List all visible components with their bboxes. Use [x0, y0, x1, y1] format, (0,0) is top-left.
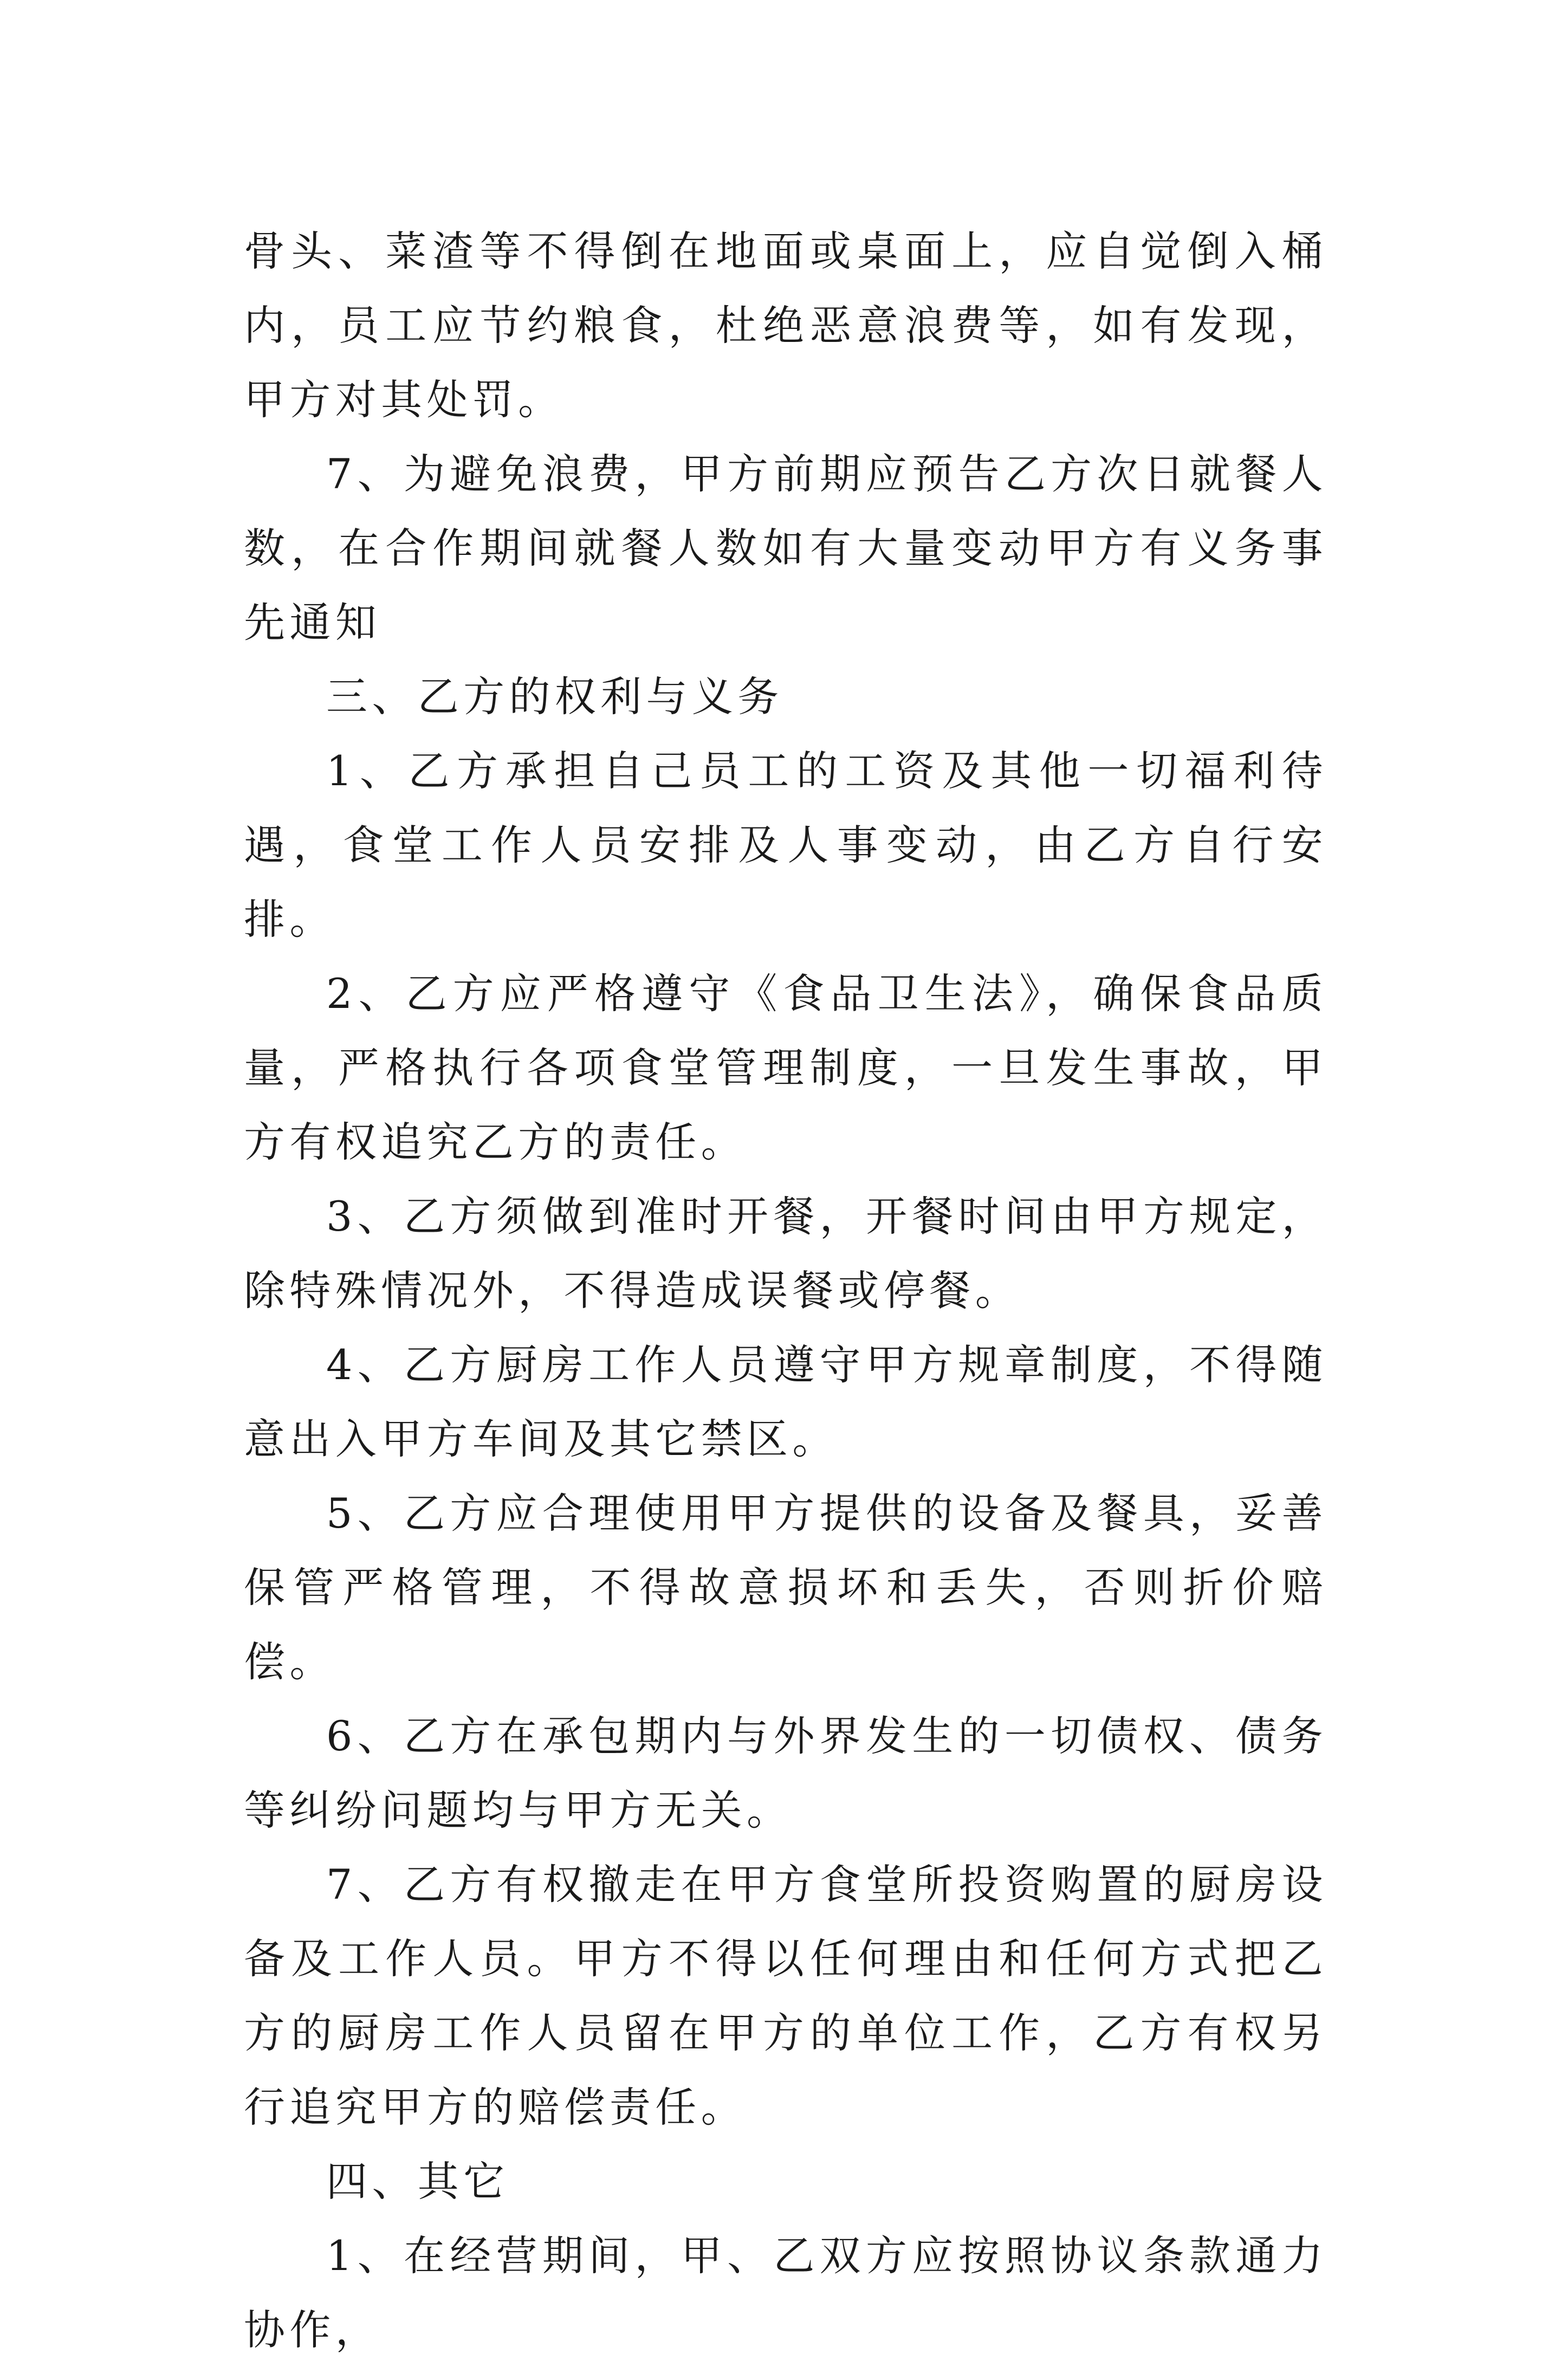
paragraph-party-b-item-2: [244, 956, 1327, 1179]
paragraph-text: 3、乙方须做到准时开餐，开餐时间由甲方规定，除特殊情况外，不得造成误餐或停餐。: [244, 1192, 1327, 1315]
paragraph-text: 骨头、菜渣等不得倒在地面或桌面上，应自觉倒入桶内，员工应节约粮食，杜绝恶意浪费等，如有发现，甲方对其处罚。: [244, 227, 1327, 424]
section-heading-4: [244, 2144, 1327, 2219]
paragraph-text: 1、乙方承担自己员工的工资及其他一切福利待遇，食堂工作人员安排及人事变动，由乙方自行安排。: [244, 747, 1327, 943]
heading-text: 四、其它: [326, 2157, 509, 2206]
paragraph-party-a-item-7: [244, 437, 1327, 659]
paragraph-text: 5、乙方应合理使用甲方提供的设备及餐具，妥善保管严格管理，不得故意损坏和丢失，否则折价赔偿。: [244, 1489, 1327, 1686]
paragraph-text: 2、乙方应严格遵守《食品卫生法》，确保食品质量，严格执行各项食堂管理制度，一旦发生事故，甲方有权追究乙方的责任。: [244, 969, 1327, 1166]
paragraph-text: 7、为避免浪费，甲方前期应预告乙方次日就餐人数，在合作期间就餐人数如有大量变动甲方有义务事先通知: [244, 450, 1327, 646]
paragraph-text: 6、乙方在承包期内与外界发生的一切债权、债务等纠纷问题均与甲方无关。: [244, 1712, 1327, 1834]
paragraph-party-b-item-6: [244, 1699, 1327, 1847]
paragraph-party-b-item-4: [244, 1328, 1327, 1476]
paragraph-text: 4、乙方厨房工作人员遵守甲方规章制度，不得随意出入甲方车间及其它禁区。: [244, 1341, 1327, 1463]
paragraph-party-b-item-3: [244, 1179, 1327, 1328]
heading-text: 三、乙方的权利与义务: [326, 672, 783, 721]
paragraph-text: 1、在经营期间，甲、乙双方应按照协议条款通力协作，: [244, 2232, 1327, 2354]
paragraph-party-b-item-7: [244, 1847, 1327, 2144]
paragraph-party-b-item-5: [244, 1476, 1327, 1699]
paragraph-continued: [244, 214, 1327, 437]
document-body: [244, 214, 1327, 2367]
section-heading-3: [244, 659, 1327, 734]
paragraph-party-b-item-1: [244, 734, 1327, 956]
paragraph-text: 7、乙方有权撤走在甲方食堂所投资购置的厨房设备及工作人员。甲方不得以任何理由和任何方式把乙方的厨房工作人员留在甲方的单位工作，乙方有权另行追究甲方的赔偿责任。: [244, 1860, 1327, 2131]
paragraph-other-item-1: [244, 2219, 1327, 2367]
